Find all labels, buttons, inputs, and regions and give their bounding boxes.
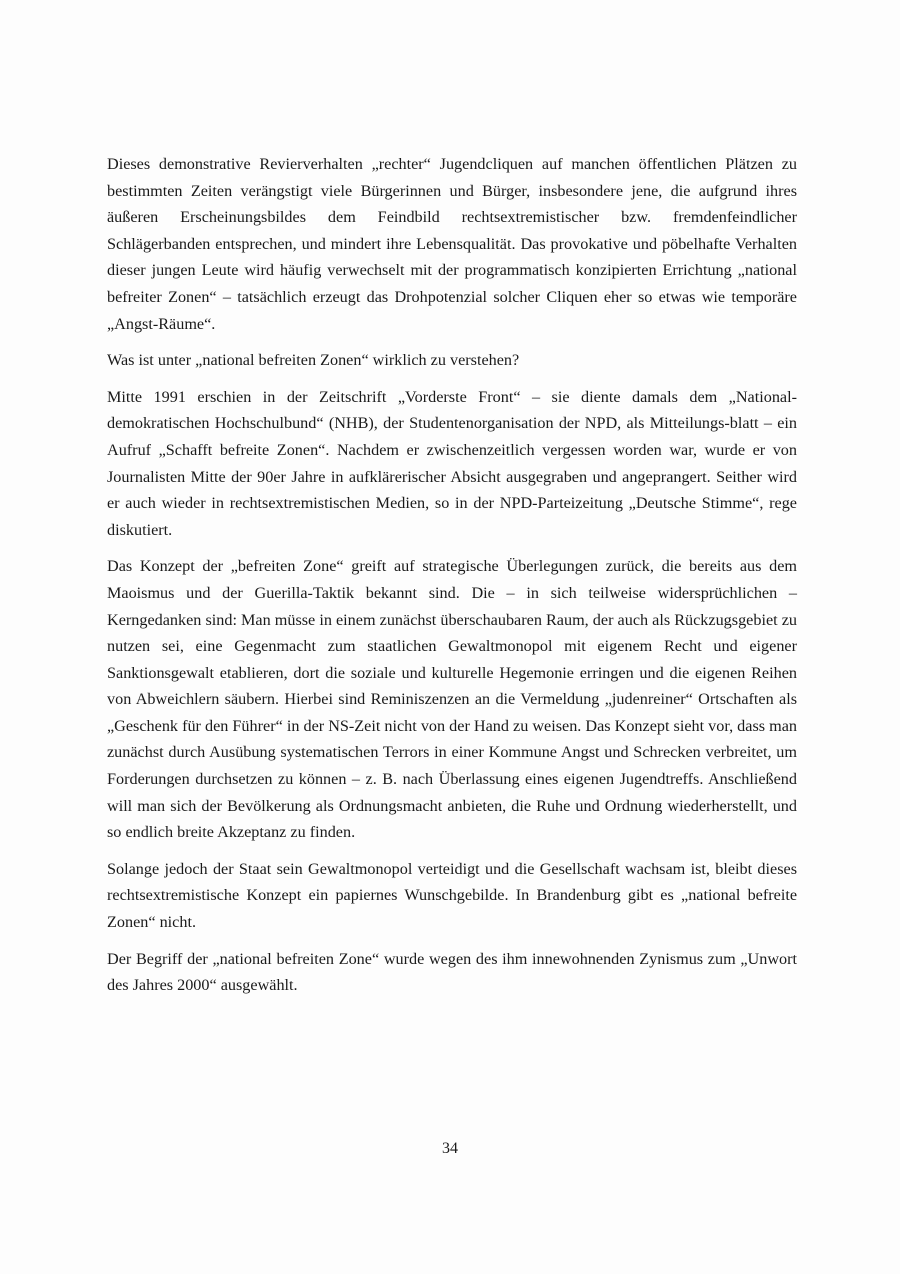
paragraph-4: Das Konzept der „befreiten Zone“ greift auf strategische Überlegungen zurück, die bereits aus dem Maoismus und der Guerilla-Taktik bekannt sind. Die – in sich teilweise widersprüchlichen – Kerngedanken sind: Man müsse in einem zunächst überschaubaren Raum, der auch als Rückzugsgebiet zu nutzen sei, eine Gegenmacht zum staatlichen Gewaltmonopol mit eigenem Recht und eigener Sanktionsgewalt etablieren, dort die soziale und kulturelle Hegemonie erringen und die eigenen Reihen von Abweichlern säubern. Hierbei sind Reminiszenzen an die Vermeldung „judenreiner“ Ortschaften als „Geschenk für den Führer“ in der NS-Zeit nicht von der Hand zu weisen. Das Konzept sieht vor, dass man zunächst durch Ausübung systematischen Terrors in einer Kommune Angst und Schrecken verbreitet, um Forderungen durchsetzen zu können – z. B. nach Überlassung eines eigenen Jugendtreffs. Anschließend will man sich der Bevölkerung als Ordnungsmacht anbieten, die Ruhe und Ordnung wiederherstellt, und so endlich breite Akzeptanz zu finden. — [107, 557, 797, 842]
paragraph-1: Dieses demonstrative Revierverhalten „rechter“ Jugendcliquen auf manchen öffentlichen Plätzen zu bestimmten Zeiten verängstigt viele Bürgerinnen und Bürger, insbesondere jene, die aufgrund ihres äußeren Erscheinungsbildes dem Feindbild rechtsextremistischer bzw. fremdenfeindlicher Schlägerbanden entsprechen, und mindert ihre Lebensqualität. Das provokative und pöbelhafte Verhalten dieser jungen Leute wird häufig verwechselt mit der programmatisch konzipierten Errichtung „national befreiter Zonen“ – tatsächlich erzeugt das Drohpotenzial solcher Cliquen eher so etwas wie temporäre „Angst-Räume“. — [107, 155, 797, 333]
paragraph-6: Der Begriff der „national befreiten Zone“ wurde wegen des ihm innewohnenden Zynismus zum „Unwort des Jahres 2000“ ausgewählt. — [107, 949, 797, 995]
page-number: 34 — [442, 1140, 458, 1157]
paragraph-3: Mitte 1991 erschien in der Zeitschrift „Vorderste Front“ – sie diente damals dem „National-demokratischen Hochschulbund“ (NHB), der Studentenorganisation der NPD, als Mitteilungs-blatt – ein Aufruf „Schafft befreite Zonen“. Nachdem er zwischenzeitlich vergessen worden war, wurde er von Journalisten Mitte der 90er Jahre in aufklärerischer Absicht ausgegraben und angeprangert. Seither wird er auch wieder in rechtsextremistischen Medien, so in der NPD-Parteizeitung „Deutsche Stimme“, rege diskutiert. — [107, 387, 797, 539]
paragraph-2: Was ist unter „national befreiten Zonen“ wirklich zu verstehen? — [107, 351, 520, 370]
paragraph-5: Solange jedoch der Staat sein Gewaltmonopol verteidigt und die Gesellschaft wachsam ist, bleibt dieses rechtsextremistische Konzept ein papiernes Wunschgebilde. In Brandenburg gibt es „national befreite Zonen“ nicht. — [107, 859, 797, 932]
body-text — [107, 151, 797, 1009]
